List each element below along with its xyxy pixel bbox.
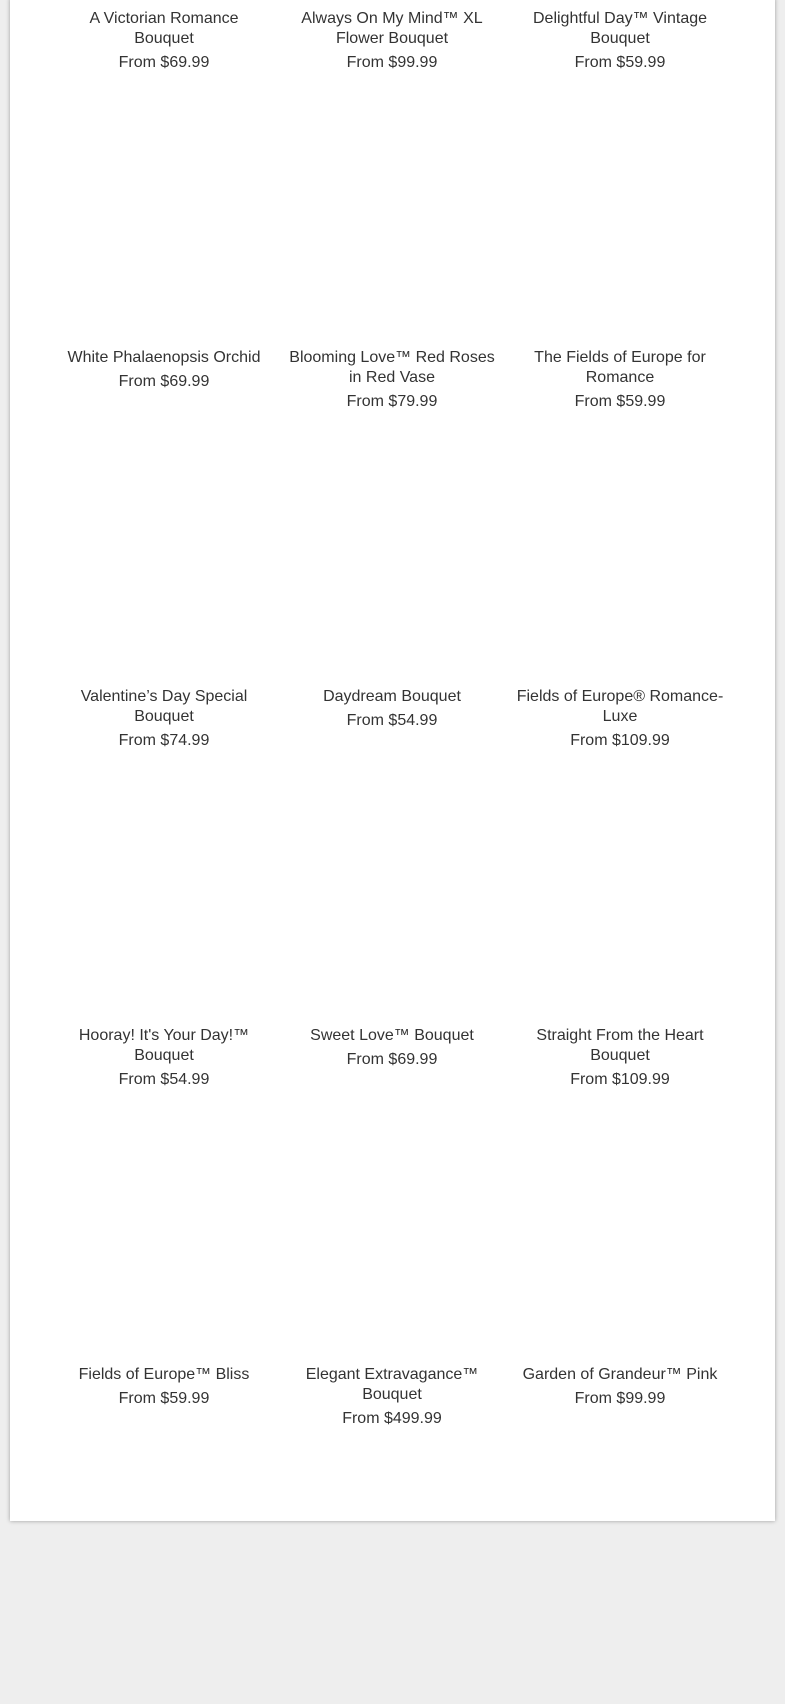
product-price: From $79.99 — [346, 393, 438, 410]
product-image[interactable] — [516, 120, 724, 348]
product-image[interactable] — [60, 0, 268, 9]
product-card[interactable] — [288, 1365, 496, 1429]
product-card[interactable] — [60, 9, 268, 73]
product-image[interactable] — [288, 0, 496, 9]
product-card[interactable] — [60, 687, 268, 751]
product-image[interactable] — [288, 1137, 496, 1365]
product-price: From $499.99 — [342, 1410, 442, 1427]
product-image[interactable] — [288, 798, 496, 1026]
product-name-link[interactable]: A Victorian Romance Bouquet — [89, 10, 239, 47]
product-image[interactable] — [288, 459, 496, 687]
product-image[interactable] — [60, 798, 268, 1026]
product-card[interactable] — [516, 9, 724, 73]
product-price: From $69.99 — [118, 373, 210, 390]
product-price: From $59.99 — [574, 393, 666, 410]
product-price: From $69.99 — [346, 1051, 438, 1068]
product-card[interactable] — [516, 348, 724, 412]
product-price: From $59.99 — [118, 1390, 210, 1407]
product-price: From $99.99 — [346, 54, 438, 71]
product-image[interactable] — [516, 0, 724, 9]
product-price: From $109.99 — [570, 1071, 670, 1088]
product-card[interactable] — [288, 1026, 496, 1070]
product-card[interactable] — [60, 1365, 268, 1409]
product-card[interactable] — [288, 348, 496, 412]
product-card[interactable] — [60, 348, 268, 392]
product-name-link[interactable]: Daydream Bouquet — [323, 688, 461, 705]
product-price: From $54.99 — [346, 712, 438, 729]
product-name-link[interactable]: The Fields of Europe for Romance — [534, 349, 706, 386]
product-card[interactable] — [60, 1026, 268, 1090]
product-name-link[interactable]: Fields of Europe™ Bliss — [78, 1366, 250, 1383]
product-listing-page — [10, 0, 775, 1521]
product-name-link[interactable]: Delightful Day™ Vintage Bouquet — [532, 10, 708, 47]
product-image[interactable] — [288, 120, 496, 348]
product-name-link[interactable]: Hooray! It's Your Day!™ Bouquet — [78, 1027, 250, 1064]
product-price: From $74.99 — [118, 732, 210, 749]
product-name-link[interactable]: Fields of Europe® Romance-Luxe — [516, 688, 724, 725]
product-price: From $54.99 — [118, 1071, 210, 1088]
product-card[interactable] — [516, 687, 724, 751]
product-price: From $59.99 — [574, 54, 666, 71]
product-card[interactable] — [288, 687, 496, 731]
product-price: From $99.99 — [574, 1390, 666, 1407]
product-image[interactable] — [60, 120, 268, 348]
product-image[interactable] — [60, 1137, 268, 1365]
product-price: From $109.99 — [570, 732, 670, 749]
product-card[interactable] — [516, 1026, 724, 1090]
product-row — [60, 1365, 745, 1704]
product-price: From $69.99 — [118, 54, 210, 71]
product-name-link[interactable]: Elegant Extravagance™ Bouquet — [305, 1366, 479, 1403]
product-image[interactable] — [516, 798, 724, 1026]
product-image[interactable] — [516, 1137, 724, 1365]
product-name-link[interactable]: Straight From the Heart Bouquet — [536, 1027, 704, 1064]
product-name-link[interactable]: Garden of Grandeur™ Pink — [522, 1366, 718, 1383]
product-name-link[interactable]: Valentine’s Day Special Bouquet — [80, 688, 248, 725]
product-image[interactable] — [516, 459, 724, 687]
product-name-link[interactable]: Always On My Mind™ XL Flower Bouquet — [301, 10, 483, 47]
product-name-link[interactable]: Blooming Love™ Red Roses in Red Vase — [289, 349, 495, 386]
product-card[interactable] — [288, 9, 496, 73]
product-card[interactable] — [516, 1365, 724, 1409]
product-name-link[interactable]: White Phalaenopsis Orchid — [67, 349, 261, 366]
product-name-link[interactable]: Sweet Love™ Bouquet — [310, 1027, 474, 1044]
product-image[interactable] — [60, 459, 268, 687]
